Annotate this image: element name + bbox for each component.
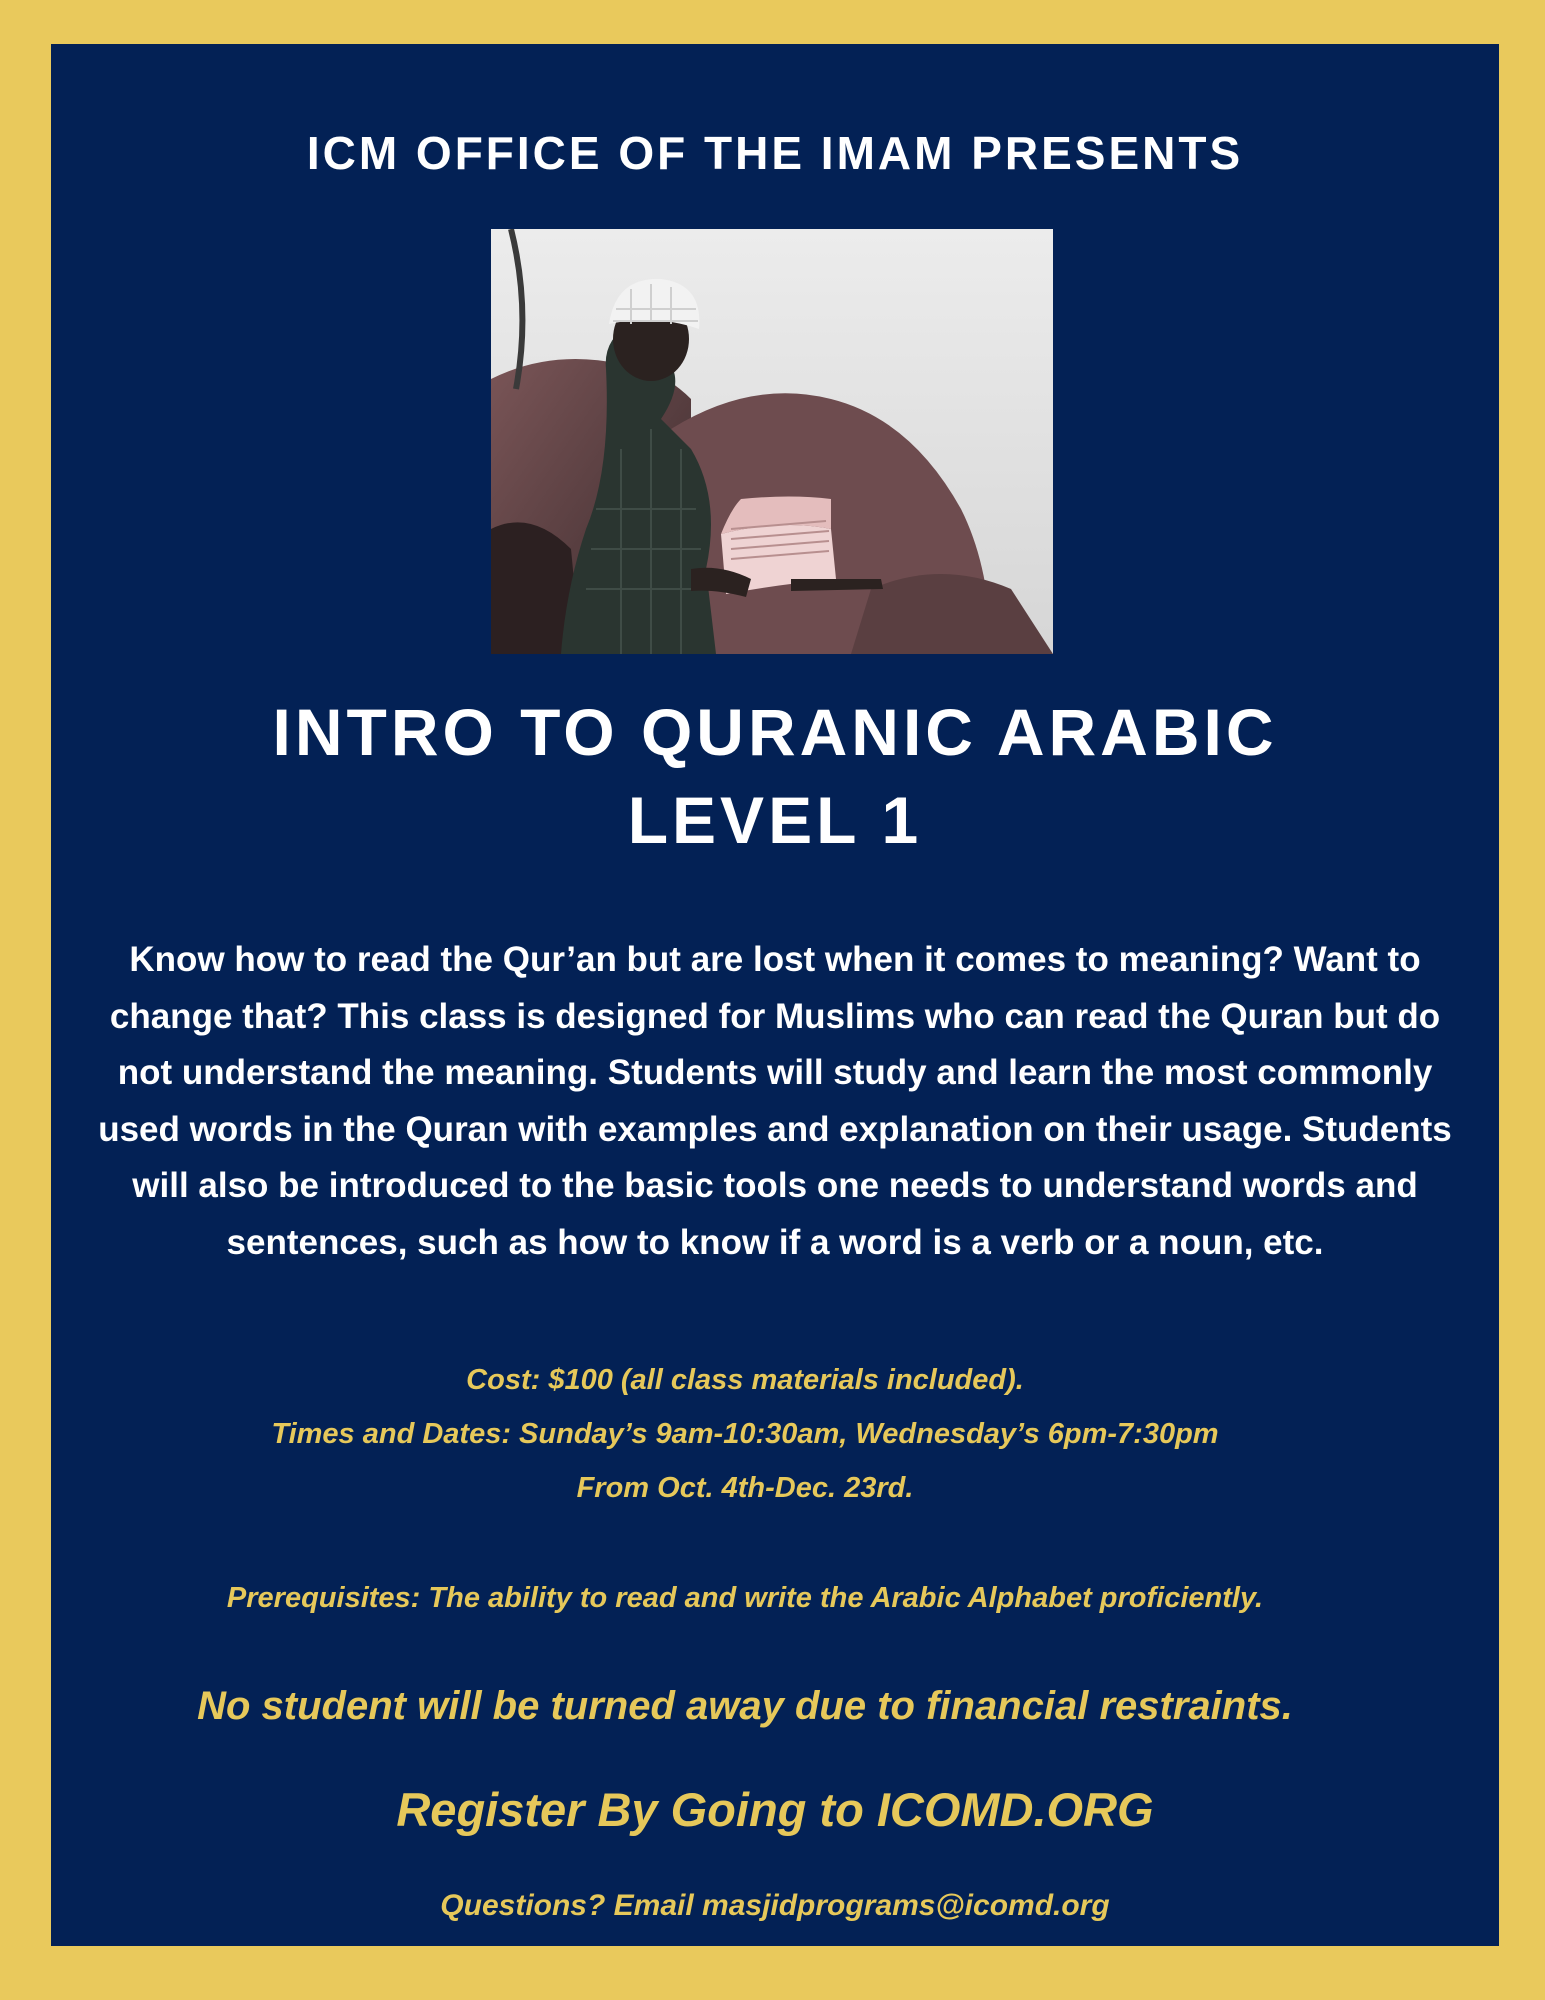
course-title-line1: INTRO TO QURANIC ARABIC (272, 695, 1278, 769)
course-title-line2: LEVEL 1 (627, 783, 923, 857)
dates-info: From Oct. 4th-Dec. 23rd. (576, 1472, 914, 1504)
course-title (51, 688, 1499, 864)
financial-aid-note: No student will be turned away due to financial restraints. (197, 1684, 1293, 1728)
register-link[interactable]: Register By Going to ICOMD.ORG (396, 1783, 1154, 1836)
times-info: Times and Dates: Sunday’s 9am-10:30am, Wednesday’s 6pm-7:30pm (271, 1418, 1219, 1450)
photo-illustration (491, 229, 1053, 654)
course-description: Know how to read the Qur’an but are lost when it comes to meaning? Want to change that? This class is designed for Muslims who can read the Quran but do not understand the meaning. Students will study and learn the most commonly used words in the Quran with examples and explanation on their usage. Students will also be introduced to the basic tools one needs to understand words and sentences, such as how to know if a word is a verb or a noun, etc. (98, 940, 1452, 1262)
presenter-heading: ICM OFFICE OF THE IMAM PRESENTS (306, 127, 1244, 179)
flyer-panel (51, 44, 1499, 1946)
boy-reading-quran-photo (491, 229, 1053, 654)
contact-email[interactable]: Questions? Email masjidprograms@icomd.org (440, 1889, 1110, 1922)
cost-info: Cost: $100 (all class materials included). (466, 1364, 1024, 1396)
prerequisites-info: Prerequisites: The ability to read and write the Arabic Alphabet proficiently. (226, 1582, 1264, 1614)
